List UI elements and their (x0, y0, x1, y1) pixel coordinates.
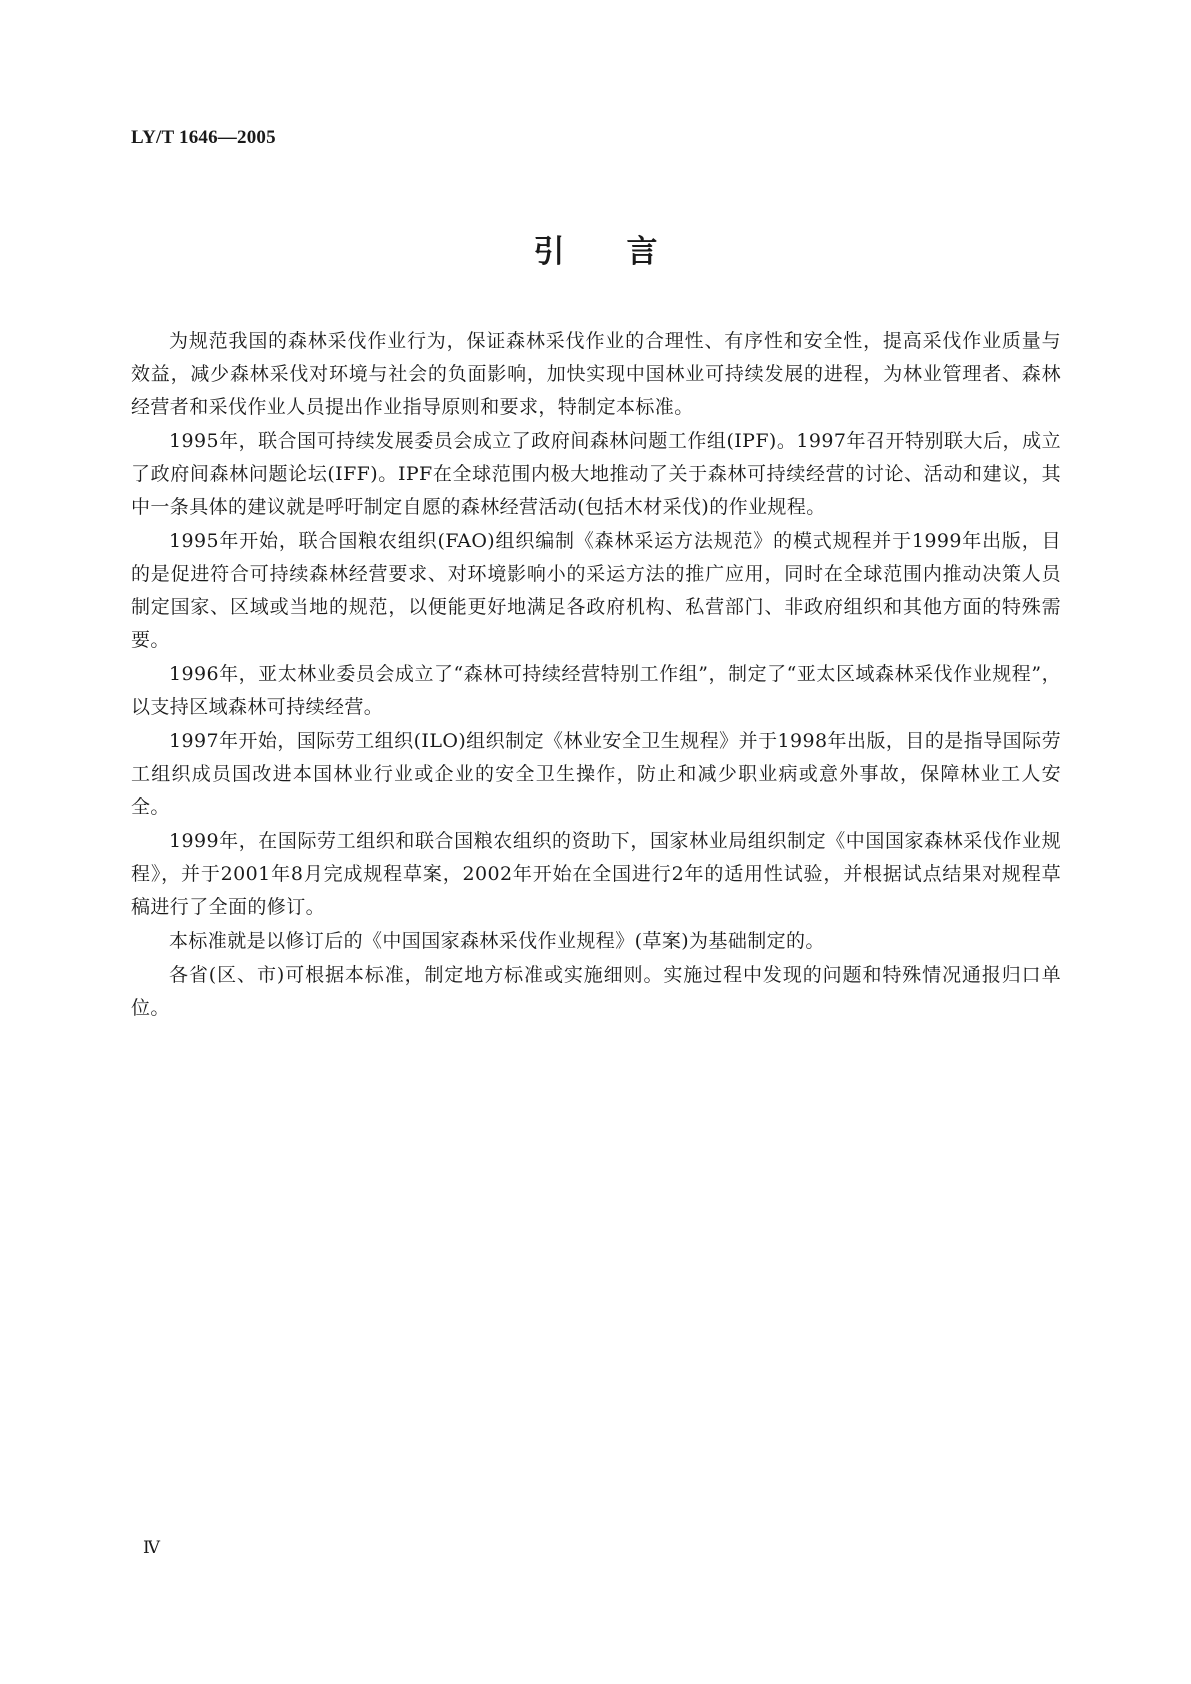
body-text (131, 325, 1061, 1026)
standard-code: LY/T 1646—2005 (131, 127, 276, 148)
paragraph-6: 1999年，在国际劳工组织和联合国粮农组织的资助下，国家林业局组织制定《中国国家森林采伐作业规程》，并于2001年8月完成规程草案，2002年开始在全国进行2年的适用性试验，并根据试点结果对规程草稿进行了全面的修订。 (131, 830, 1061, 918)
paragraph-2: 1995年，联合国可持续发展委员会成立了政府间森林问题工作组(IPF)。1997年召开特别联大后，成立了政府间森林问题论坛(IFF)。IPF在全球范围内极大地推动了关于森林可持续经营的讨论、活动和建议，其中一条具体的建议就是呼吁制定自愿的森林经营活动(包括木材采伐)的作业规程。 (131, 430, 1061, 518)
page-title: 引言 (533, 234, 720, 270)
paragraph-3: 1995年开始，联合国粮农组织(FAO)组织编制《森林采运方法规范》的模式规程并于1999年出版，目的是促进符合可持续森林经营要求、对环境影响小的采运方法的推广应用，同时在全球范围内推动决策人员制定国家、区域或当地的规范，以便能更好地满足各政府机构、私营部门、非政府组织和其他方面的特殊需要。 (131, 530, 1061, 651)
paragraph-7: 本标准就是以修订后的《中国国家森林采伐作业规程》(草案)为基础制定的。 (169, 930, 825, 952)
paragraph-1: 为规范我国的森林采伐作业行为，保证森林采伐作业的合理性、有序性和安全性，提高采伐作业质量与效益，减少森林采伐对环境与社会的负面影响，加快实现中国林业可持续发展的进程，为林业管理者、森林经营者和采伐作业人员提出作业指导原则和要求，特制定本标准。 (131, 330, 1061, 418)
paragraph-8: 各省(区、市)可根据本标准，制定地方标准或实施细则。实施过程中发现的问题和特殊情况通报归口单位。 (131, 964, 1061, 1019)
paragraph-5: 1997年开始，国际劳工组织(ILO)组织制定《林业安全卫生规程》并于1998年出版，目的是指导国际劳工组织成员国改进本国林业行业或企业的安全卫生操作，防止和减少职业病或意外事故，保障林业工人安全。 (131, 730, 1061, 818)
page-number: Ⅳ (143, 1538, 160, 1557)
paragraph-4: 1996年，亚太林业委员会成立了“森林可持续经营特别工作组”，制定了“亚太区域森林采伐作业规程”，以支持区域森林可持续经营。 (131, 663, 1061, 718)
